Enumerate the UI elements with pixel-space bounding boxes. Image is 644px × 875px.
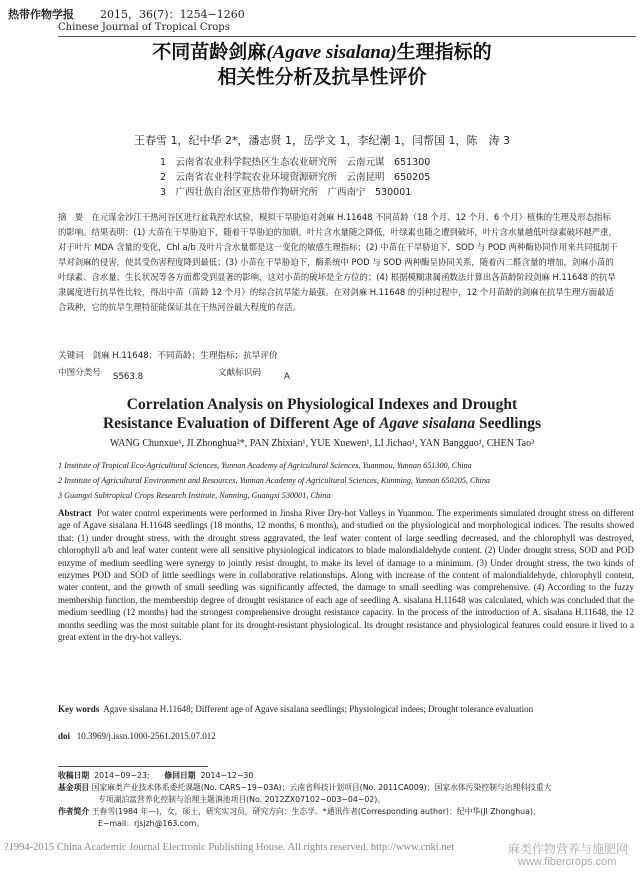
title-en xyxy=(0,395,644,433)
affiliation-en-3: 3 Guangxi Subtropical Crops Research Institute, Nanning, Guangxi 530001, China xyxy=(58,491,331,500)
footnote-dates: 收稿日期 2014−09−23; 修回日期 2014−12−30 xyxy=(58,771,254,780)
keywords-en xyxy=(58,703,634,715)
keywords-en-text: Agave sisalana H.11648; Different age of Agave sisalana seedlings; Physiological indees; Drought tolerance evaluation xyxy=(103,704,534,714)
classification-line xyxy=(58,366,458,384)
authors-cn: 王春雪 1，纪中华 2*，潘志贤 1，岳学文 1，李纪潮 1，闫帮国 1，陈 涛 3 xyxy=(134,134,510,147)
affiliations-cn xyxy=(160,155,430,200)
affiliation-en-1: 1 Institute of Tropical Eco-Agricultural Sciences, Yunnan Academy of Agricultural Sciences, Yuanmou, Yunnan 651300, China xyxy=(58,461,472,470)
footnote-fund-cont: 专项湖泊富营养化控制与治理主题滇池项目(No. 2012ZX07102−003−04−02)。 xyxy=(98,795,386,804)
watermark-url: www.fibercrops.com xyxy=(518,856,617,868)
footnote-fund: 基金项目 国家麻类产业技术体系委托课题(No. CARS−19−03A)；云南省科技计划项目(No. 2011CA009)；国家水体污染控制与治理科技重大 xyxy=(58,783,552,792)
title-en-line2: Resistance Evaluation of Different Age of Agave sisalana Seedlings xyxy=(102,415,541,432)
header-rule xyxy=(58,36,636,37)
abstract-en xyxy=(58,507,634,643)
title-cn xyxy=(0,40,644,89)
doc-code-value: A xyxy=(284,372,290,382)
title-cn-line2: 相关性分析及抗旱性评价 xyxy=(217,66,427,88)
journal-name-en: Chinese Journal of Tropical Crops xyxy=(58,22,230,33)
doc-code-label: 文献标识码 xyxy=(218,368,261,378)
affiliation-cn-3: 3 广西壮族自治区亚热带作物研究所 广西南宁 530001 xyxy=(160,187,412,198)
doi-line xyxy=(58,730,634,742)
clc-value: S563.8 xyxy=(113,372,144,382)
keywords-cn: 关键词 剑麻 H.11648；不同苗龄；生理指标；抗旱评价 xyxy=(58,351,278,361)
watermark-cn: 麻类作物营养与施肥网 xyxy=(508,842,629,856)
affiliation-cn-1: 1 云南省农业科学院热区生态农业研究所 云南元谋 651300 xyxy=(160,157,431,168)
title-cn-line1: 不同苗龄剑麻(Agave sisalana)生理指标的 xyxy=(152,41,492,63)
footnote-author: 作者简介 王春雪(1984 年—)，女，硕士，研究实习员，研究方向：生态学。*通讯作者(Corresponding author)：纪中华(JI Zhonghua)， xyxy=(58,807,541,816)
affiliation-en-2: 2 Institute of Agricultural Environment and Resources, Yunnan Academy of Agricultural Sciences, Kunming, Yunnan 650205, China xyxy=(58,476,491,485)
footnotes xyxy=(58,770,638,830)
journal-name-cn: 热带作物学报 xyxy=(8,8,74,21)
title-en-line1: Correlation Analysis on Physiological Indexes and Drought xyxy=(126,396,518,413)
footnote-rule xyxy=(58,766,208,767)
clc-label: 中图分类号 xyxy=(58,368,101,378)
footnote-email: E−mail：rjsjzh@163.com。 xyxy=(98,819,205,828)
doi-label: doi xyxy=(58,731,71,741)
journal-issue: 2015，36(7)：1254−1260 xyxy=(100,8,245,21)
keywords-en-label: Key words xyxy=(58,704,100,714)
abstract-cn: 摘 要 在元谋金沙江干热河谷区进行盆栽控水试验，模拟干旱胁迫对剑麻 H.11648 不同苗龄（18 个月、12 个月、6 个月）植株的生理及形态指标的影响。结果表明：(1) 大苗在干旱胁迫下，随着干旱胁迫的加剧，叶片含水量随之降低，叶绿素也随之遭到破坏，叶片含水量越低叶绿素破坏越严重，对于叶片 MDA 含量的变化，Chl a/b 及叶片含水量都是这一变化的敏感生理指标；(2) 中苗在干旱胁迫下，SOD 与 POD 两种酶协同作用来共同抵制干旱对剑麻的侵害，使其受伤害程度降到最低；(3) 小苗在干旱胁迫下，酶系统中 POD 与 SOD 两种酶呈协同关系，随着丙二醛含量的增加，剑麻小苗的叶绿素、含水量、生长状况等各方面都受到显著的影响，这对小苗的破坏是全方位的；(4) 根据模糊隶属函数法计算出各苗龄阶段剑麻 H.11648 的抗旱隶属度进行抗旱性比较，得出中苗（苗龄 12 个月）的综合抗旱能力最强。在对剑麻 H.11648 的引种过程中，12 个月苗龄的剑麻在抗旱生理方面最适合栽种，它的抗旱生理特征能保证其在干热河谷最大程度的存活。 xyxy=(58,212,618,312)
affiliations-en xyxy=(58,458,628,503)
doi-value: 10.3969/j.issn.1000-2561.2015.07.012 xyxy=(76,731,216,741)
authors-en: WANG Chunxue¹, JI Zhonghua²*, PAN Zhixian¹, YUE Xuewen¹, LI Jichao¹, YAN Bangguo¹, CHEN Tao³ xyxy=(109,438,535,449)
affiliation-cn-2: 2 云南省农业科学院农业环境资源研究所 云南昆明 650205 xyxy=(160,172,431,183)
abstract-en-label: Abstract xyxy=(58,508,92,518)
copyright-line: ?1994-2015 China Academic Journal Electronic Publishing House. All rights reserved. http://www.cnki.net xyxy=(4,842,455,853)
abstract-en-text: Pot water control experiments were performed in Jinsha River Dry-hot Valleys in Yuanmou. The experiments simulated drought stress on different age of Agave sisalana H.11648 seedlings (18 months, 12 months, 6 months), and studied on the physiological and morphological indices. The results showed that: (1) under drought stress, with the drought stress aggravated, the leaf water content of large seedling decreased, and the chlorophyll was destroyed, chlorophyll a/b and leaf water content were all sensitive physiological indicators to blade malondialdehyde content. (2) Under drought stress, SOD and POD enzyme of medium seedling were synergy to jointly resist drought, to make its level of damage to a minimum. (3) Under drought stress, the two kinds of enzymes POD and SOD of little seedlings were in collaborative relationships. Along with increase of the content of malondialdehyde, chlorophyll content, water content, and the growth of small seedling was significantly affected, the damage to small seedling was comprehensive. (4) According to the fuzzy membership function, the membership degree of drought resistance of each age of seedling A. sisalana H.11648 was calculated, which was concluded that the medium seedling (12 months) had the strongest comprehensive drought resistance capacity. In the process of the introduction of A. sisalana H.11648, the 12 months seedling was the most suitable plant for its drought-resistant physiological. Its drought resistance and physiological features could ensure it lived to a great extent in the dry-hot valleys. xyxy=(58,508,635,643)
